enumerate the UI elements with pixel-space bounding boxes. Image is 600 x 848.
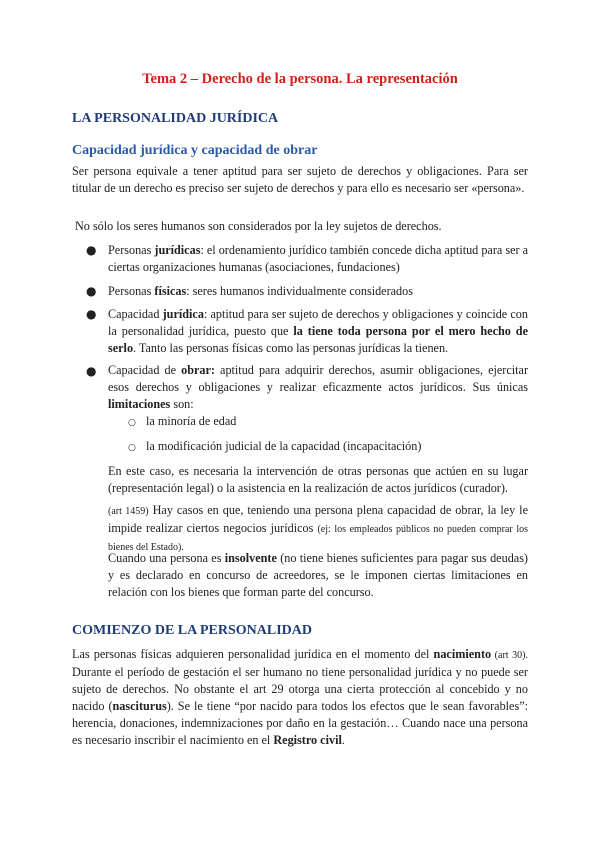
sub-bullet-circle: ○ [128,418,136,428]
bullet-capacidad-juridica: Capacidad jurídica: aptitud para ser sujeto de derechos y obligaciones y coincide con la personalidad jurídica, puesto que la tiene toda persona por el mero hecho de serlo. Tanto las personas físicas como las personas jurídicas la tienen. [108,307,528,355]
bullet-dot: ● [86,364,97,378]
paragraph-sujetos: No sólo los seres humanos son considerados por la ley sujetos de derechos. [75,219,442,233]
section-heading-personalidad: LA PERSONALIDAD JURÍDICA [72,111,279,126]
paragraph-insolvente: Cuando una persona es insolvente (no tiene bienes suficientes para pagar sus deudas) y es declarado en concurso de acreedores, se le imponen ciertas limitaciones en relación con los bienes que forman parte del concurso. [108,551,528,599]
intro-paragraph: Ser persona equivale a tener aptitud para ser sujeto de derechos y obligaciones. Para ser titular de un derecho es preciso ser sujeto de derechos y para ello es necesario ser «persona». [72,164,528,195]
bullet-dot: ● [86,307,97,321]
paragraph-nacimiento: Las personas físicas adquieren personalidad jurídica en el momento del nacimiento (art 30). Durante el período de gestación el ser humano no tiene personalidad jurídica y no puede ser sujeto de derechos. No obstante el art 29 otorga una cierta protección al concebido y no nacido (nasciturus). Se le tiene “por nacido para todos los efectos que le sean favorables”: herencia, donaciones, indemnizaciones por daño en la gestación… Cuando nace una persona es necesario inscribir el nacimiento en el Registro civil. [72,647,528,747]
document-title: Tema 2 – Derecho de la persona. La representación [142,71,458,87]
bullet-personas-juridicas: Personas jurídicas: el ordenamiento jurídico también concede dicha aptitud para ser a ciertas organizaciones humanas (asociaciones, fundaciones) [108,243,529,274]
subsection-heading-capacidad: Capacidad jurídica y capacidad de obrar [72,143,318,158]
sub-bullet-minoria: la minoría de edad [146,414,237,428]
bullet-dot: ● [86,284,97,298]
section-heading-comienzo: COMIENZO DE LA PERSONALIDAD [72,623,312,638]
bullet-dot: ● [86,243,97,257]
paragraph-art-1459: (art 1459) Hay casos en que, teniendo una persona plena capacidad de obrar, la ley le impide realizar ciertos negocios jurídicos (ej: los empleados públicos no pueden comprar los bienes del Estado). [108,503,528,553]
paragraph-representacion: En este caso, es necesaria la intervención de otras personas que actúen en su lugar (representación legal) o la asistencia en la realización de actos jurídicos (curador). [108,464,528,495]
bullet-personas-fisicas: Personas físicas: seres humanos individualmente considerados [108,284,413,298]
sub-bullet-circle: ○ [128,443,136,453]
bullet-capacidad-obrar: Capacidad de obrar: aptitud para adquirir derechos, asumir obligaciones, ejercitar esos derechos y obligaciones y realizar eficazmente actos jurídicos. Sus únicas limitaciones son: [108,363,528,411]
sub-bullet-modificacion: la modificación judicial de la capacidad (incapacitación) [146,439,422,453]
